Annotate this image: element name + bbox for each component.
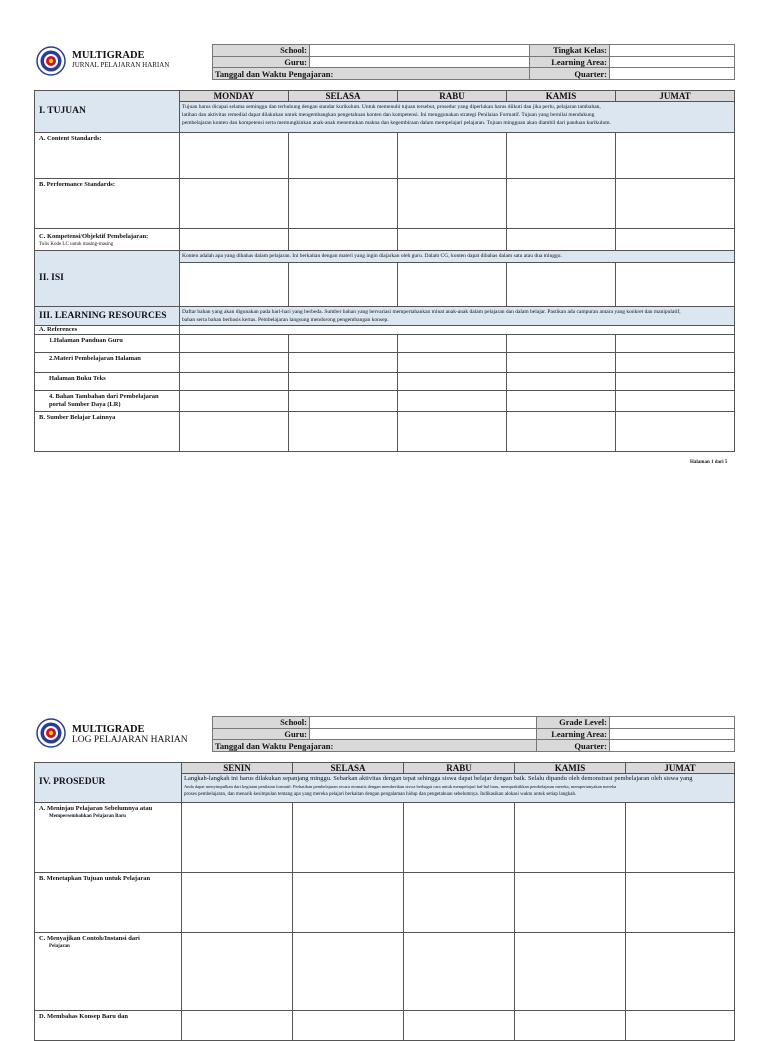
row-discuss-concepts: D. Membahas Konsep Baru dan (35, 1011, 182, 1041)
grade-label: Grade Level: (537, 717, 610, 729)
datetime-label: Tanggal dan Waktu Pengajaran: (213, 740, 537, 752)
cell-input[interactable] (398, 263, 507, 307)
day-header: RABU (404, 763, 515, 774)
cell-input[interactable] (182, 873, 293, 933)
cell-input[interactable] (507, 391, 616, 412)
row-learner-materials: 2.Materi Pembelajaran Halaman (35, 353, 180, 373)
row-establish-purpose: B. Menetapkan Tujuan untuk Pelajaran (35, 873, 182, 933)
cell-input[interactable] (293, 873, 404, 933)
cell-input[interactable] (180, 179, 289, 229)
row-present-examples (35, 933, 182, 1011)
cell-input[interactable] (182, 1011, 293, 1041)
row-competency (35, 229, 180, 251)
quarter-field[interactable] (610, 68, 735, 80)
cell-input[interactable] (293, 1011, 404, 1041)
school-label: School: (213, 45, 310, 57)
brand-subtitle: JURNAL PELAJARAN HARIAN (72, 61, 170, 69)
grade-field[interactable] (610, 717, 735, 729)
row-textbook-pages: Halaman Buku Teks (35, 373, 180, 391)
cell-input[interactable] (289, 263, 398, 307)
cell-input[interactable] (616, 391, 735, 412)
cell-input[interactable] (626, 933, 735, 1011)
row-competency-label: C. Kompetensi/Objektif Pembelajaran: (39, 233, 149, 240)
row-review-lesson (35, 803, 182, 873)
cell-input[interactable] (180, 326, 735, 335)
cell-input[interactable] (289, 229, 398, 251)
description-line: Daftar bahan yang akan digunakan pada hari-hari yang berbeda. Sumber bahan yang bervariasi mempertahankan minat anak-anak dalam pelajaran dan dalam belajar. Pastikan ada campuran antara yang konkret dan manipulatif, (182, 309, 681, 315)
school-field[interactable] (310, 45, 530, 57)
area-label: Learning Area: (537, 728, 610, 740)
teacher-label: Guru: (213, 728, 310, 740)
row-performance-standards: B. Performance Standards: (35, 179, 180, 229)
teacher-field[interactable] (310, 728, 537, 740)
cell-input[interactable] (616, 229, 735, 251)
cell-input[interactable] (404, 873, 515, 933)
day-header: JUMAT (626, 763, 735, 774)
grade-field[interactable] (610, 45, 735, 57)
teacher-field[interactable] (310, 56, 530, 68)
cell-input[interactable] (616, 335, 735, 353)
cell-input[interactable] (293, 933, 404, 1011)
cell-input[interactable] (398, 229, 507, 251)
cell-input[interactable] (616, 373, 735, 391)
deped-seal-icon (36, 46, 66, 76)
cell-input[interactable] (616, 133, 735, 179)
quarter-field[interactable] (610, 740, 735, 752)
day-header: RABU (398, 91, 507, 102)
cell-input[interactable] (626, 1011, 735, 1041)
cell-input[interactable] (404, 933, 515, 1011)
brand-block (72, 724, 188, 746)
school-field[interactable] (310, 717, 537, 729)
lesson-plan-table-1 (34, 90, 735, 452)
cell-input[interactable] (180, 263, 289, 307)
header-info-table (212, 716, 735, 752)
cell-input[interactable] (180, 373, 289, 391)
description-line: Anda dapat menyimpulkan dari kegiatan penilaian formatif. Perhatikan pembelajaran secara otomatis dengan memberikan siswa berbagai cara untuk mempelajari hal-hal baru, mempraktikkan pembelajaran mereka, mempertanyakan mereka (184, 784, 617, 789)
cell-input[interactable] (515, 1011, 626, 1041)
day-header: KAMIS (515, 763, 626, 774)
cell-input[interactable] (626, 803, 735, 873)
cell-input[interactable] (616, 412, 735, 452)
cell-input[interactable] (616, 263, 735, 307)
area-field[interactable] (610, 56, 735, 68)
cell-input[interactable] (398, 335, 507, 353)
day-header: SELASA (289, 91, 398, 102)
cell-input[interactable] (289, 335, 398, 353)
cell-input[interactable] (182, 803, 293, 873)
quarter-label: Quarter: (537, 740, 610, 752)
page-1-header (34, 44, 734, 80)
description-line: Tujuan harus dicapai selama seminggu dan terhubung dengan standar kurikulum. Untuk memenuhi tujuan tersebut, prosedur yang diperlukan harus diikuti dan jika perlu, pelajaran tambahan, (182, 104, 601, 110)
row-present-examples-label: C. Menyajikan Contoh/Instansi dari (39, 935, 140, 942)
cell-input[interactable] (507, 263, 616, 307)
cell-input[interactable] (626, 873, 735, 933)
brand-title: MULTIGRADE (72, 50, 145, 61)
quarter-label: Quarter: (530, 68, 610, 80)
description-line: Langkah-langkah ini harus dilakukan sepanjang minggu. Sebarkan aktivitas dengan tepat sehingga siswa dapat belajar dengan baik. Selalu dipandu oleh demonstrasi pembelajaran oleh siswa yang (184, 775, 693, 782)
cell-input[interactable] (180, 229, 289, 251)
cell-input[interactable] (180, 391, 289, 412)
description-line: latihan dan aktivitas remedial dapat dilakukan untuk mengembangkan pengetahuan konten dan kompetensi. Ini menggunakan strategi Penilaian Formatif. Tujuan yang bernilai mendukung (182, 112, 595, 118)
cell-input[interactable] (289, 391, 398, 412)
cell-input[interactable] (289, 133, 398, 179)
row-content-standards: A. Content Standards: (35, 133, 180, 179)
cell-input[interactable] (398, 373, 507, 391)
cell-input[interactable] (180, 353, 289, 373)
datetime-label: Tanggal dan Waktu Pengajaran: (213, 68, 530, 80)
row-review-lesson-label-2: Mempersembahkan Pelajaran Baru (49, 814, 126, 819)
section-procedure-title: IV. PROSEDUR (35, 763, 182, 803)
teacher-label: Guru: (213, 56, 310, 68)
brand-subtitle: LOG PELAJARAN HARIAN (72, 735, 188, 745)
cell-input[interactable] (515, 933, 626, 1011)
cell-input[interactable] (289, 412, 398, 452)
day-header: JUMAT (616, 91, 735, 102)
cell-input[interactable] (507, 335, 616, 353)
school-label: School: (213, 717, 310, 729)
cell-input[interactable] (507, 373, 616, 391)
lesson-plan-table-2 (34, 762, 735, 1041)
cell-input[interactable] (182, 933, 293, 1011)
cell-input[interactable] (398, 391, 507, 412)
cell-input[interactable] (398, 412, 507, 452)
brand-block (72, 50, 169, 70)
cell-input[interactable] (398, 353, 507, 373)
deped-seal-icon (36, 718, 66, 748)
cell-input[interactable] (616, 353, 735, 373)
cell-input[interactable] (289, 373, 398, 391)
cell-input[interactable] (616, 179, 735, 229)
description-line: proses pembelajaran, dan menarik kesimpulan tentang apa yang mereka pelajari berkaitan dengan pengalaman hidup dan pengetahuan sebelumnya. Indikasikan alokasi waktu untuk setiap langkah. (184, 792, 577, 797)
row-teacher-guide: 1.Halaman Panduan Guru (35, 335, 180, 353)
row-competency-note: Tulis Kode LC untuk masing-masing (39, 242, 114, 247)
row-present-examples-label-2: Pelajaran (49, 944, 70, 949)
content-description: Konten adalah apa yang dibahas dalam pelajaran. Ini berkaitan dengan materi yang ingin diajarkan oleh guru. Dalam CG, konten dapat dibahas dalam satu atau dua minggu. (180, 251, 735, 263)
day-header: KAMIS (507, 91, 616, 102)
cell-input[interactable] (515, 803, 626, 873)
cell-input[interactable] (293, 803, 404, 873)
brand-title: MULTIGRADE (72, 724, 145, 735)
cell-input[interactable] (507, 353, 616, 373)
resources-description (180, 307, 735, 326)
section-resources-title: III. LEARNING RESOURCES (35, 307, 180, 326)
row-review-lesson-label: A. Meninjau Pelajaran Sebelumnya atau (39, 805, 153, 812)
day-header: SENIN (182, 763, 293, 774)
day-header: SELASA (293, 763, 404, 774)
cell-input[interactable] (507, 229, 616, 251)
page-number: Halaman 1 dari 5 (690, 460, 728, 465)
grade-label: Tingkat Kelas: (530, 45, 610, 57)
procedure-description (182, 774, 735, 803)
row-other-resources: B. Sumber Belajar Lainnya (35, 412, 180, 452)
cell-input[interactable] (398, 133, 507, 179)
cell-input[interactable] (180, 335, 289, 353)
description-line: pembelajaran konten dan kompetensi serta memungkinkan anak-anak menemukan makna dan kegembiraan dalam mempelajari pelajaran. Tujuan mingguan akan diambil dari panduan kurikulum. (182, 120, 611, 126)
description-line: bahan serta bahan berbasis kertas. Pembelajaran langsung mendorong pengembangan konsep. (182, 317, 389, 323)
cell-input[interactable] (180, 133, 289, 179)
section-objectives-title: I. TUJUAN (35, 91, 180, 133)
header-info-table (212, 44, 735, 80)
section-content-title: II. ISI (35, 251, 180, 307)
cell-input[interactable] (404, 803, 515, 873)
objectives-description (180, 102, 735, 133)
cell-input[interactable] (289, 179, 398, 229)
cell-input[interactable] (398, 179, 507, 229)
cell-input[interactable] (180, 412, 289, 452)
page-2-header (34, 716, 734, 752)
area-label: Learning Area: (530, 56, 610, 68)
cell-input[interactable] (404, 1011, 515, 1041)
cell-input[interactable] (289, 353, 398, 373)
row-additional-materials: 4. Bahan Tambahan dari Pembelajaran portal Sumber Daya (LR) (35, 391, 180, 412)
day-header: MONDAY (180, 91, 289, 102)
cell-input[interactable] (507, 412, 616, 452)
cell-input[interactable] (507, 179, 616, 229)
row-references: A. References (35, 326, 180, 335)
cell-input[interactable] (507, 133, 616, 179)
area-field[interactable] (610, 728, 735, 740)
cell-input[interactable] (515, 873, 626, 933)
